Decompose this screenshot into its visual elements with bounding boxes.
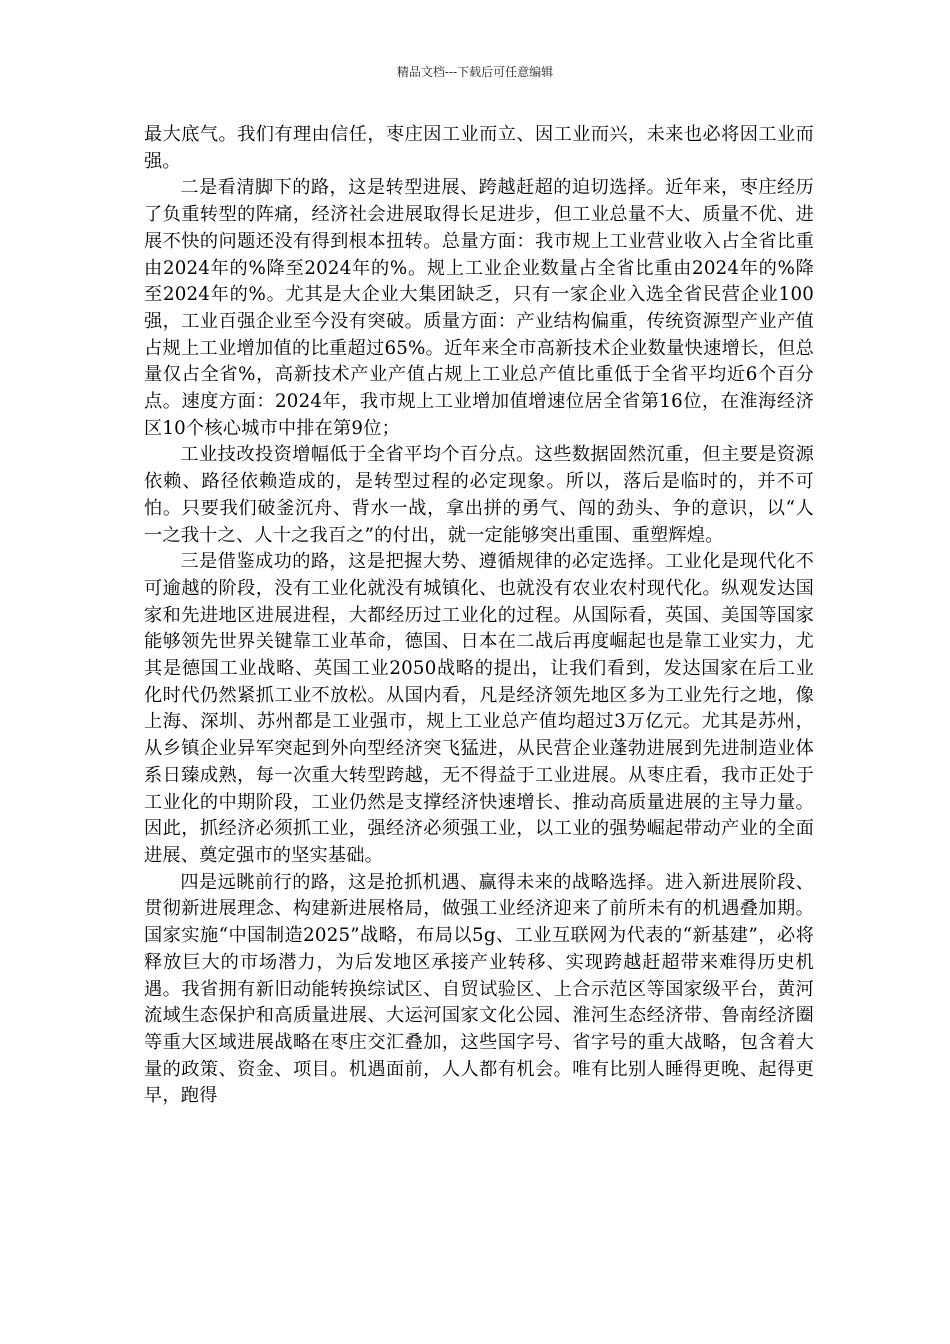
paragraph-4: 三是借鉴成功的路，这是把握大势、遵循规律的必定选择。工业化是现代化不可逾越的阶段，没有工业化就没有城镇化、也就没有农业农村现代化。纵观发达国家和先进地区进展进程，大都经历过工业化的过程。从国际看，英国、美国等国家能够领先世界关键靠工业革命，德国、日本在二战后再度崛起也是靠工业实力，尤其是德国工业战略、英国工业2050战略的提出，让我们看到，发达国家在后工业化时代仍然紧抓工业不放松。从国内看，凡是经济领先地区多为工业先行之地，像上海、深圳、苏州都是工业强市，规上工业总产值均超过3万亿元。尤其是苏州，从乡镇企业异军突起到外向型经济突飞猛进，从民营企业蓬勃进展到先进制造业体系日臻成熟，每一次重大转型跨越，无不得益于工业进展。从枣庄看，我市正处于工业化的中期阶段，工业仍然是支撑经济快速增长、推动高质量进展的主导力量。因此，抓经济必须抓工业，强经济必须强工业，以工业的强势崛起带动产业的全面进展、奠定强市的坚实基础。	[144, 551, 814, 866]
paragraph-1: 最大底气。我们有理由信任，枣庄因工业而立、因工业而兴，未来也必将因工业而强。	[144, 124, 814, 172]
paragraph-5: 四是远眺前行的路，这是抢抓机遇、赢得未来的战略选择。进入新进展阶段、贯彻新进展理念、构建新进展格局，做强工业经济迎来了前所未有的机遇叠加期。国家实施“中国制造2025”战略，布局以5g、工业互联网为代表的“新基建”，必将释放巨大的市场潜力，为后发地区承接产业转移、实现跨越赶超带来难得历史机遇。我省拥有新旧动能转换综试区、自贸试验区、上合示范区等国家级平台，黄河流域生态保护和高质量进展、大运河国家文化公园、淮河生态经济带、鲁南经济圈等重大区域进展战略在枣庄交汇叠加，这些国字号、省字号的重大战略，包含着大量的政策、资金、项目。机遇面前，人人都有机会。唯有比别人睡得更晚、起得更早，跑得	[144, 871, 814, 1107]
document-body	[144, 122, 814, 1110]
paragraph-3: 工业技改投资增幅低于全省平均个百分点。这些数据固然沉重，但主要是资源依赖、路径依赖造成的，是转型过程的必定现象。所以，落后是临时的，并不可怕。只要我们破釜沉舟、背水一战，拿出拼的勇气、闯的劲头、争的意识，以“人一之我十之、人十之我百之”的付出，就一定能够突出重围、重塑辉煌。	[144, 444, 814, 546]
page-header: 精品文档---下载后可任意编辑	[396, 65, 554, 79]
paragraph-2: 二是看清脚下的路，这是转型进展、跨越赶超的迫切选择。近年来，枣庄经历了负重转型的阵痛，经济社会进展取得长足进步，但工业总量不大、质量不优、进展不快的问题还没有得到根本扭转。总量方面：我市规上工业营业收入占全省比重由2024年的%降至2024年的%。规上工业企业数量占全省比重由2024年的%降至2024年的%。尤其是大企业大集团缺乏，只有一家企业入选全省民营企业100强，工业百强企业至今没有突破。质量方面：产业结构偏重，传统资源型产业产值占规上工业增加值的比重超过65%。近年来全市高新技术企业数量快速增长，但总量仅占全省%，高新技术产业产值占规上工业总产值比重低于全省平均近6个百分点。速度方面：2024年，我市规上工业增加值增速位居全省第16位，在淮海经济区10个核心城市中排在第9位；	[144, 177, 814, 439]
